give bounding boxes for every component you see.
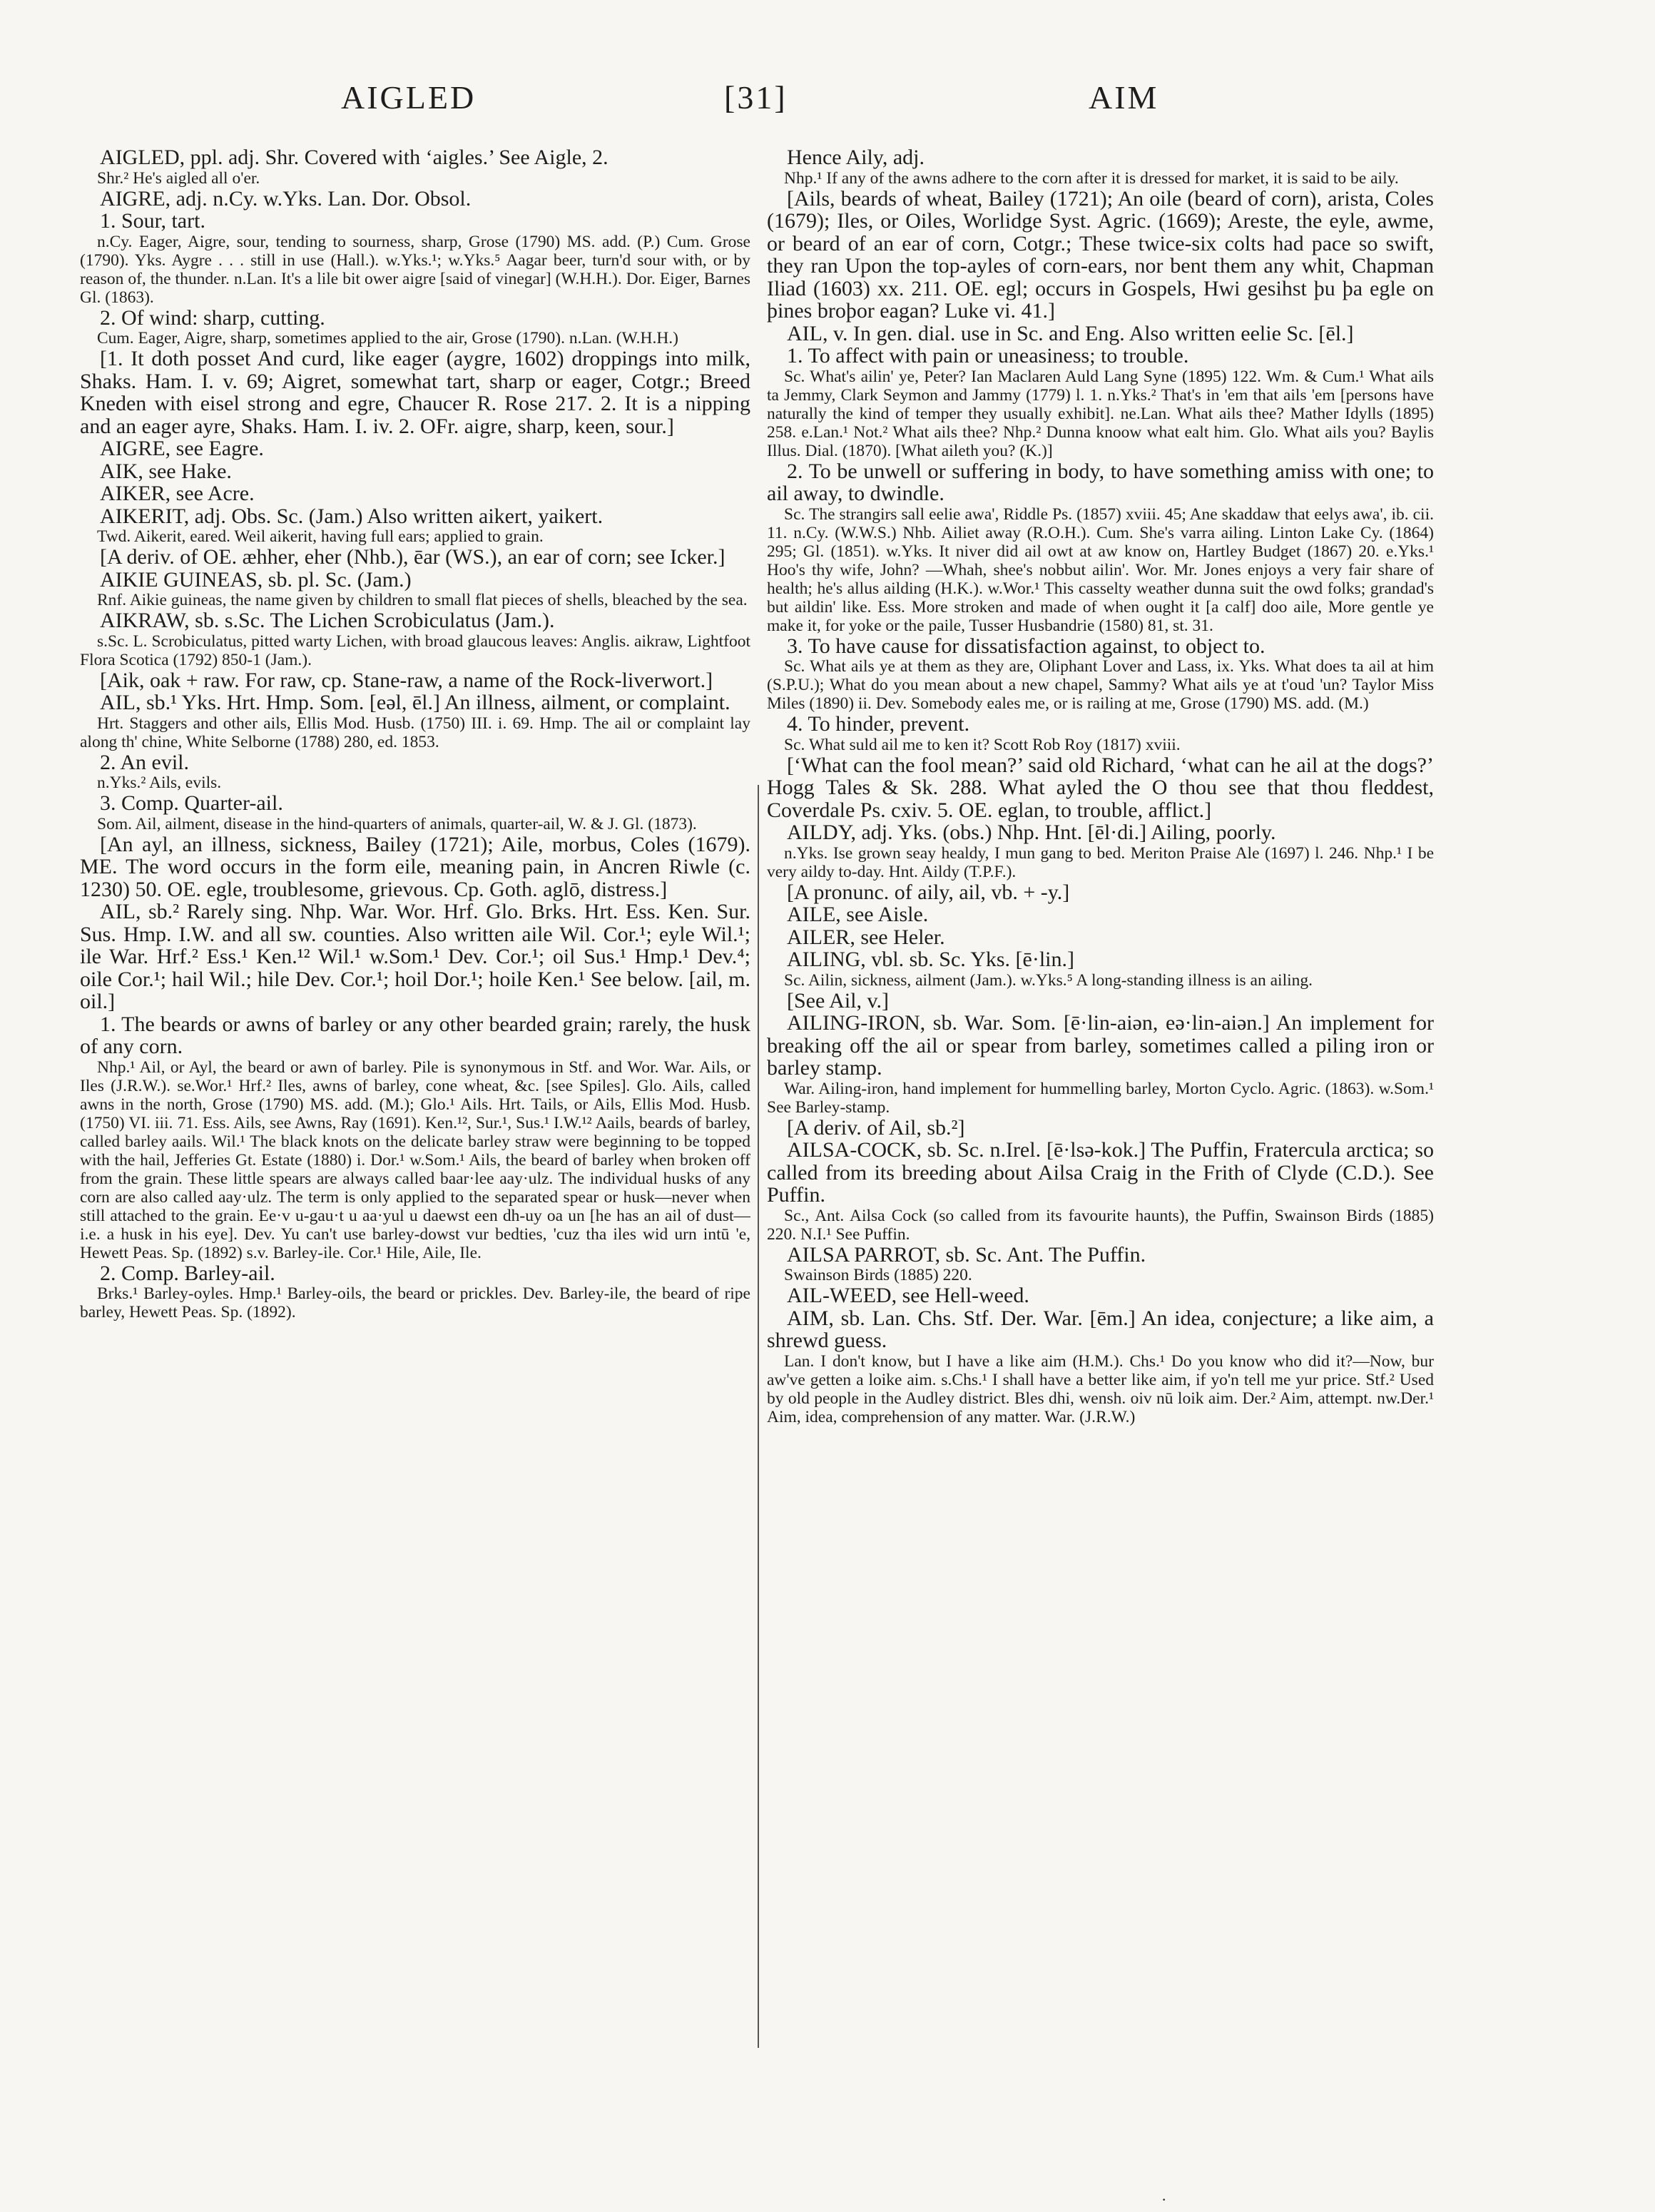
- citation-paragraph: Brks.¹ Barley-oyles. Hmp.¹ Barley-oils, the beard or prickles. Dev. Barley-ile, the beard of ripe barley, Hewett Peas. Sp. (1892).: [80, 1284, 750, 1321]
- citation-paragraph: Sc. What ails ye at them as they are, Oliphant Lover and Lass, ix. Yks. What does ta ail at him (S.P.U.); What do you mean about a new chapel, Sammy? What ails ye at t'oud 'un? Taylor Miss Miles (1890) ii. Dev. Somebody eales me, or is railing at me, Grose (1790) MS. add. (M.): [767, 657, 1434, 713]
- entry-paragraph: AIL-WEED, see Hell-weed.: [787, 1284, 1029, 1307]
- citation-paragraph: Shr.² He's aigled all o'er.: [97, 168, 260, 188]
- entry-paragraph: AIL, v. In gen. dial. use in Sc. and Eng. Also written eelie Sc. [ēl.]: [787, 321, 1354, 345]
- entry-paragraph: 1. To affect with pain or uneasiness; to trouble.: [787, 344, 1189, 367]
- entry-paragraph: 2. An evil.: [100, 750, 189, 774]
- page-number: [31]: [724, 79, 788, 116]
- entry-paragraph: AILING-IRON, sb. War. Som. [ē·lin-aiən, eə·lin-aiən.] An implement for breaking off the ail or spear from barley, sometimes called a piling iron or barley stamp.: [767, 1011, 1434, 1080]
- entry-paragraph: AILING, vbl. sb. Sc. Yks. [ē·lin.]: [787, 948, 1074, 971]
- citation-paragraph: Hrt. Staggers and other ails, Ellis Mod. Husb. (1750) III. i. 69. Hmp. The ail or complaint lay along th' chine, White Selborne (1788) 280, ed. 1853.: [80, 714, 750, 751]
- entry-paragraph: AIGLED, ppl. adj. Shr. Covered with ‘aigles.’ See Aigle, 2.: [100, 146, 608, 169]
- entry-paragraph: AIKERIT, adj. Obs. Sc. (Jam.) Also written aikert, yaikert.: [100, 504, 604, 528]
- entry-paragraph: AILSA-COCK, sb. Sc. n.Irel. [ē·lsə-kok.] The Puffin, Fratercula arctica; so called from its breeding about Ailsa Craig in the Frith of Clyde (C.D.). See Puffin.: [767, 1138, 1434, 1207]
- citation-paragraph: s.Sc. L. Scrobiculatus, pitted warty Lichen, with broad glaucous leaves: Anglis. aikraw, Lightfoot Flora Scotica (1792) 850-1 (Jam.).: [80, 631, 750, 669]
- citation-paragraph: Lan. I don't know, but I have a like aim (H.M.). Chs.¹ Do you know who did it?—Now, bur aw've getten a loike aim. s.Chs.¹ I shall have a better like aim, if yo'n tell me yur price. Stf.² Used by old people in the Audley district. Bles dhi, wensh. oiv nū loik aim. Der.² Aim, attempt. nw.Der.¹ Aim, idea, comprehension of any matter. War. (J.R.W.): [767, 1351, 1434, 1426]
- citation-paragraph: Sc., Ant. Ailsa Cock (so called from its favourite haunts), the Puffin, Swainson Birds (1885) 220. N.I.¹ See Puffin.: [767, 1206, 1434, 1244]
- entry-paragraph: AILSA PARROT, sb. Sc. Ant. The Puffin.: [787, 1242, 1146, 1267]
- entry-paragraph: AIGRE, see Eagre.: [100, 437, 264, 460]
- entry-paragraph: 4. To hinder, prevent.: [787, 712, 970, 736]
- entry-paragraph: AILE, see Aisle.: [787, 903, 929, 926]
- citation-paragraph: n.Yks. Ise grown seay healdy, I mun gang to bed. Meriton Praise Ale (1697) l. 246. Nhp.¹ I be very aildy to-day. Hnt. Aildy (T.P.F.).: [767, 843, 1434, 881]
- entry-paragraph: [Aik, oak + raw. For raw, cp. Stane-raw, a name of the Rock-liverwort.]: [100, 668, 713, 692]
- entry-paragraph: 3. Comp. Quarter-ail.: [100, 791, 283, 815]
- running-header: [0, 71, 1655, 128]
- entry-paragraph: 2. To be unwell or suffering in body, to have something amiss with one; to ail away, to dwindle.: [767, 459, 1434, 505]
- entry-paragraph: 1. Sour, tart.: [100, 209, 205, 233]
- entry-paragraph: 2. Comp. Barley-ail.: [100, 1261, 275, 1285]
- citation-paragraph: Sc. The strangirs sall eelie awa', Riddle Ps. (1857) xviii. 45; Ane skaddaw that eelys awa', ib. cii. 11. n.Cy. (W.W.S.) Nhb. Ailiet away (R.O.H.). Cum. She's varra ailing. Linton Lake Cy. (1864) 295; Gl. (1851). w.Yks. It niver did ail owt at aw know on, Hartley Budget (1867) 20. e.Yks.¹ Hoo's thy wife, John? —Whah, shee's nobbut ailin'. Wor. Mr. Jones enjoys a very fair share of health; he's allus ailding (H.K.). w.Wor.¹ This casselty weather dunna suit the owd folks; grandad's but aildin' like. Ess. More stroken and made of when ought it [a calf] doo aile, More gentle ye make it, for yoke or the paile, Tusser Husbandrie (1580) 81, st. 31.: [767, 504, 1434, 635]
- entry-paragraph: 1. The beards or awns of barley or any other bearded grain; rarely, the husk of any corn.: [80, 1012, 750, 1058]
- entry-paragraph: [An ayl, an illness, sickness, Bailey (1721); Aile, morbus, Coles (1679). ME. The word occurs in the form eile, meaning pain, in Ancren Riwle (c. 1230) 50. OE. egle, troublesome, grievous. Cp. Goth. aglō, distress.]: [80, 832, 750, 901]
- entry-paragraph: AIL, sb.² Rarely sing. Nhp. War. Wor. Hrf. Glo. Brks. Hrt. Ess. Ken. Sur. Sus. Hmp. I.W. and all sw. counties. Also written aile Wil. Cor.¹; eyle Wil.¹; ile War. Hrf.² Ess.¹ Ken.¹² Wil.¹ w.Som.¹ Dev. Cor.¹; oil Sus.¹ Hmp.¹ Dev.⁴; oile Cor.¹; hail Wil.; hile Dev. Cor.¹; hoil Dor.¹; hoile Ken.¹ See below. [ail, m. oil.]: [80, 900, 750, 1013]
- entry-paragraph: [Ails, beards of wheat, Bailey (1721); An oile (beard of corn), arista, Coles (1679); Iles, or Oiles, Worlidge Syst. Agric. (1669); Areste, the eyle, awme, or beard of an ear of corn, Cotgr.; These twice-six colts had pace so swift, they ran Upon the top-ayles of corn-ears, nor bent them any whit, Chapman Iliad (1603) xx. 211. OE. egl; occurs in Gospels, Hwi gesihst þu þa egle on þines broþor eagan? Luke vi. 41.]: [767, 186, 1434, 323]
- citation-paragraph: Nhp.¹ Ail, or Ayl, the beard or awn of barley. Pile is synonymous in Stf. and Wor. War. Ails, or Iles (J.R.W.). se.Wor.¹ Hrf.² Iles, awns of barley, cone wheat, &c. [see Spiles]. Glo. Ails, called awns in the north, Grose (1790) MS. add. (M.); Glo.¹ Ails. Hrt. Tails, or Ails, Ellis Mod. Husb. (1750) VI. iii. 71. Ess. Ails, see Awns, Ray (1691). Ken.¹², Sur.¹, Sus.¹ I.W.¹² Aails, beards of barley, called barley aails. Wil.¹ The black knots on the delicate barley straw were beginning to be topped with the hail, Jefferies Gt. Estate (1880) i. Dor.¹ w.Som.¹ Ails, the beard of barley when broken off from the grain. These little spears are always called baar·lee aay·ulz. The individual husks of any corn are also called aay·ulz. The term is only applied to the separated spear or husk—never when still attached to the grain. Ee·v u-gau·t u aa·yul u daewst een dh-uy oa un [he has an ail of dust—i.e. a husk in his eye]. Dev. Yu can't use barley-dowst vur bedties, 'cuz tha iles wid urn intū 'e, Hewett Peas. Sp. (1892) s.v. Barley-ile. Cor.¹ Hile, Aile, Ile.: [80, 1057, 750, 1262]
- citation-paragraph: Twd. Aikerit, eared. Weil aikerit, having full ears; applied to grain.: [97, 527, 544, 546]
- entry-paragraph: [See Ail, v.]: [787, 988, 890, 1013]
- right-column: [767, 146, 1434, 2044]
- header-left-word: AIGLED: [341, 79, 477, 116]
- citation-paragraph: Rnf. Aikie guineas, the name given by children to small flat pieces of shells, bleached by the sea.: [97, 591, 748, 609]
- footer-mark: ·: [1161, 2191, 1167, 2208]
- entry-paragraph: [A pronunc. of aily, ail, vb. + -y.]: [787, 880, 1070, 904]
- entry-paragraph: AIGRE, adj. n.Cy. w.Yks. Lan. Dor. Obsol.: [100, 186, 472, 210]
- entry-paragraph: AIL, sb.¹ Yks. Hrt. Hmp. Som. [eəl, ēl.] An illness, ailment, or complaint.: [100, 691, 730, 714]
- entry-paragraph: [A deriv. of OE. æhher, eher (Nhb.), ēar (WS.), an ear of corn; see Icker.]: [100, 545, 725, 569]
- citation-paragraph: Sc. What's ailin' ye, Peter? Ian Maclaren Auld Lang Syne (1895) 122. Wm. & Cum.¹ What ails ta Jemmy, Clark Seymon and Jammy (1779) l. 1. n.Yks.² That's in 'em that ails 'em [persons have naturally the kind of temper they usually exhibit]. ne.Lan. What ails thee? Mather Idylls (1895) 258. e.Lan.¹ Not.² What ails thee? Nhp.² Dunna knoow what ealt him. Glo. What ails you? Baylis Illus. Dial. (1870). [What aileth you? (K.)]: [767, 367, 1434, 460]
- entry-paragraph: Hence Aily, adj.: [787, 146, 925, 169]
- citation-paragraph: Sc. Ailin, sickness, ailment (Jam.). w.Yks.⁵ A long-standing illness is an ailing.: [784, 970, 1313, 990]
- entry-paragraph: AIKRAW, sb. s.Sc. The Lichen Scrobiculatus (Jam.).: [100, 609, 555, 632]
- entry-paragraph: AIK, see Hake.: [100, 459, 232, 483]
- entry-paragraph: 2. Of wind: sharp, cutting.: [100, 305, 325, 330]
- entry-paragraph: AIKIE GUINEAS, sb. pl. Sc. (Jam.): [100, 567, 412, 592]
- citation-paragraph: War. Ailing-iron, hand implement for hummelling barley, Morton Cyclo. Agric. (1863). w.Som.¹ See Barley-stamp.: [767, 1079, 1434, 1117]
- citation-paragraph: Swainson Birds (1885) 220.: [784, 1266, 972, 1284]
- entry-paragraph: [‘What can the fool mean?’ said old Richard, ‘what can he ail at the dogs?’ Hogg Tales & Sk. 288. What ayled the O thou see that thou fleddest, Coverdale Ps. cxiv. 5. OE. eglan, to trouble, afflict.]: [767, 753, 1434, 822]
- citation-paragraph: Som. Ail, ailment, disease in the hind-quarters of animals, quarter-ail, W. & J. Gl. (1873).: [97, 814, 697, 833]
- left-column: [80, 146, 750, 2044]
- header-right-word: AIM: [1089, 79, 1159, 116]
- citation-paragraph: Sc. What suld ail me to ken it? Scott Rob Roy (1817) xviii.: [784, 735, 1181, 754]
- entry-paragraph: AILDY, adj. Yks. (obs.) Nhp. Hnt. [ēl·di.] Ailing, poorly.: [787, 821, 1276, 844]
- entry-paragraph: AIKER, see Acre.: [100, 482, 255, 505]
- entry-paragraph: AILER, see Heler.: [787, 925, 945, 949]
- citation-paragraph: n.Yks.² Ails, evils.: [97, 773, 222, 792]
- entry-paragraph: AIM, sb. Lan. Chs. Stf. Der. War. [ēm.] An idea, conjecture; a like aim, a shrewd guess.: [767, 1306, 1434, 1352]
- citation-paragraph: Cum. Eager, Aigre, sharp, sometimes applied to the air, Grose (1790). n.Lan. (W.H.H.): [97, 329, 678, 347]
- column-rule: [758, 785, 759, 2048]
- entry-paragraph: [A deriv. of Ail, sb.²]: [787, 1115, 965, 1140]
- entry-paragraph: 3. To have cause for dissatisfaction against, to object to.: [787, 634, 1266, 658]
- citation-paragraph: n.Cy. Eager, Aigre, sour, tending to sourness, sharp, Grose (1790) MS. add. (P.) Cum. Grose (1790). Yks. Aygre . . . still in use (Hall.). w.Yks.¹; w.Yks.⁵ Aagar beer, turn'd sour with, or by reason of, the thunder. n.Lan. It's a lile bit ower aigre [said of vinegar] (W.H.H.). Dor. Eiger, Barnes Gl. (1863).: [80, 232, 750, 307]
- citation-paragraph: Nhp.¹ If any of the awns adhere to the corn after it is dressed for market, it is said to be aily.: [784, 168, 1399, 188]
- entry-paragraph: [1. It doth posset And curd, like eager (aygre, 1602) droppings into milk, Shaks. Ham. I. v. 69; Aigret, somewhat tart, sharp or eager, Cotgr.; Breed Kneden with eisel strong and egre, Chaucer R. Rose 217. 2. It is a nipping and an eager ayre, Shaks. Ham. I. iv. 2. OFr. aigre, sharp, keen, sour.]: [80, 347, 750, 438]
